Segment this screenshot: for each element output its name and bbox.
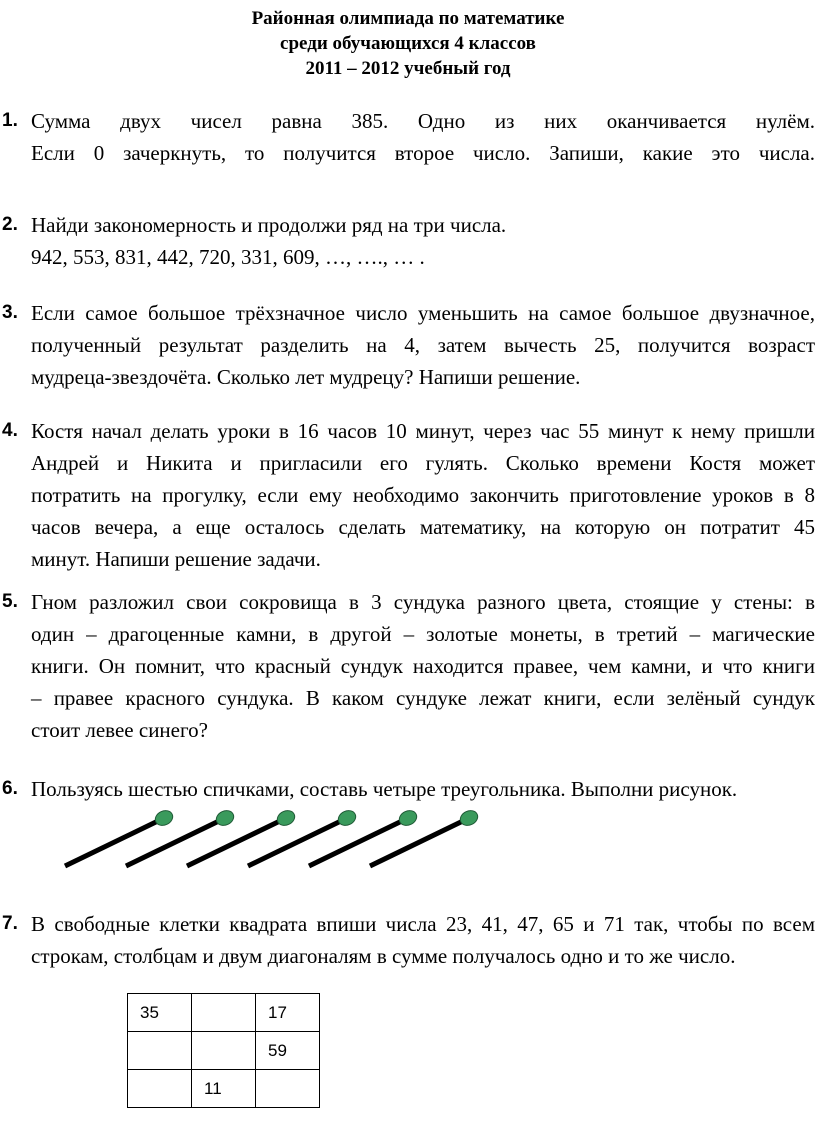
magic-square-cell[interactable]: 17 (256, 994, 320, 1032)
task-number: 3. (2, 302, 18, 323)
task-line: Если самое большое трёхзначное число уменьшить на самое большое двузначное, (31, 301, 815, 325)
match-icon (65, 808, 175, 866)
header-title: Районная олимпиада по математике (251, 8, 565, 29)
magic-square-cell[interactable] (192, 994, 256, 1032)
task-number: 6. (2, 778, 18, 799)
task-number: 2. (2, 214, 18, 235)
magic-square-cell[interactable] (256, 1070, 320, 1108)
magic-square-row (128, 1032, 320, 1070)
magic-square-cell[interactable] (192, 1032, 256, 1070)
magic-square-cell[interactable]: 35 (128, 994, 192, 1032)
matches-illustration (50, 800, 510, 880)
task-line: книги. Он помнит, что красный сундук находится правее, чем камни, и что книги (31, 654, 815, 678)
task-line: 942, 553, 831, 442, 720, 331, 609, …, …., … . (31, 245, 425, 269)
task-number: 1. (2, 110, 18, 131)
task-line: стоит левее синего? (31, 718, 208, 742)
task-line: один – драгоценные камни, в другой – золотые монеты, в третий – магические (31, 622, 815, 646)
task-line: потратить на прогулку, если ему необходимо закончить приготовление уроков в 8 (31, 483, 815, 507)
task-line: Андрей и Никита и пригласили его гулять. Сколько времени Костя может (31, 451, 815, 475)
match-head (275, 808, 297, 828)
task-line: часов вечера, а еще осталось сделать математику, на которую он потратит 45 (31, 515, 815, 539)
task-line: мудреца-звездочёта. Сколько лет мудрецу? Напиши решение. (31, 365, 581, 389)
task-line: минут. Напиши решение задачи. (31, 547, 321, 571)
task-line: строкам, столбцам и двум диагоналям в сумме получалось одно и то же число. (31, 944, 736, 968)
task-line: – правее красного сундука. В каком сундуке лежат книги, если зелёный сундук (31, 686, 815, 710)
match-head (214, 808, 236, 828)
task-text (31, 209, 815, 273)
match-head (336, 808, 358, 828)
task-line: Найди закономерность и продолжи ряд на три числа. (31, 213, 507, 237)
magic-square-row (128, 1070, 320, 1108)
document-header (0, 6, 816, 81)
task-line: Если 0 зачеркнуть, то получится второе число. Запиши, какие это числа. (31, 141, 815, 165)
task-line: Костя начал делать уроки в 16 часов 10 минут, через час 55 минут к нему пришли (31, 419, 815, 443)
magic-square-cell[interactable] (128, 1070, 192, 1108)
match-head (153, 808, 175, 828)
task-line: Гном разложил свои сокровища в 3 сундука разного цвета, стоящие у стены: в (31, 590, 815, 614)
task-number: 7. (2, 913, 18, 934)
match-icon (126, 808, 236, 866)
match-icon (248, 808, 358, 866)
magic-square-cell[interactable]: 59 (256, 1032, 320, 1070)
match-icon (309, 808, 419, 866)
header-subtitle: среди обучающихся 4 классов (280, 33, 536, 54)
task-line: Пользуясь шестью спичками, составь четыре треугольника. Выполни рисунок. (31, 777, 738, 801)
magic-square-row (128, 994, 320, 1032)
magic-square (127, 993, 320, 1108)
task-line: Сумма двух чисел равна 385. Одно из них оканчивается нулём. (31, 109, 815, 133)
match-head (397, 808, 419, 828)
magic-square-cell[interactable]: 11 (192, 1070, 256, 1108)
task-text (31, 105, 815, 169)
task-number: 4. (2, 420, 18, 441)
match-head (458, 808, 480, 828)
task-text (31, 908, 815, 972)
task-text (31, 297, 815, 393)
match-icon (370, 808, 480, 866)
task-line: В свободные клетки квадрата впиши числа 23, 41, 47, 65 и 71 так, чтобы по всем (31, 912, 815, 936)
task-text (31, 415, 815, 575)
match-icon (187, 808, 297, 866)
magic-square-cell[interactable] (128, 1032, 192, 1070)
task-text (31, 586, 815, 746)
header-year: 2011 – 2012 учебный год (305, 58, 511, 79)
task-line: полученный результат разделить на 4, затем вычесть 25, получится возраст (31, 333, 815, 357)
task-number: 5. (2, 591, 18, 612)
